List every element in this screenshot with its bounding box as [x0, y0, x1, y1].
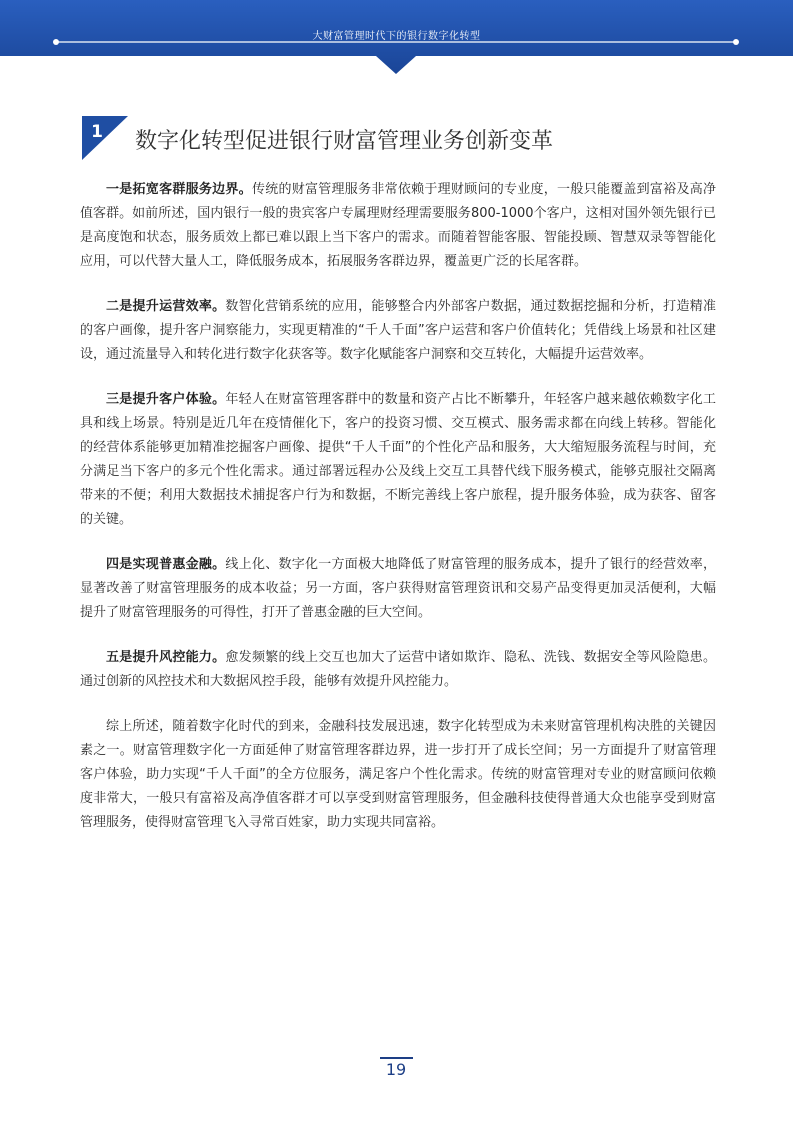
page-number-rule — [380, 1057, 413, 1059]
paragraph-2-text: 数智化营销系统的应用，能够整合内外部客户数据，通过数据挖掘和分析，打造精准的客户画像，提升客户洞察能力，实现更精准的“千人千面”客户运营和客户价值转化；凭借线上场景和社区建设，通过流量导入和转化进行数字化获客等。数字化赋能客户洞察和交互转化，大幅提升运营效率。 — [80, 299, 716, 362]
section-heading — [82, 116, 722, 160]
paragraph-3-lead: 三是提升客户体验。 — [106, 392, 226, 407]
paragraph-5-text: 愈发频繁的线上交互也加大了运营中诸如欺诈、隐私、洗钱、数据安全等风险隐患。通过创新的风控技术和大数据风控手段，能够有效提升风控能力。 — [80, 650, 716, 689]
paragraph-summary-text: 综上所述，随着数字化时代的到来，金融科技发展迅速，数字化转型成为未来财富管理机构决胜的关键因素之一。财富管理数字化一方面延伸了财富管理客群边界，进一步打开了成长空间；另一方面提升了财富管理客户体验，助力实现“千人千面”的全方位服务，满足客户个性化需求。传统的财富管理对专业的财富顾问依赖度非常大，一般只有富裕及高净值客群才可以享受到财富管理服务，但金融科技使得普通大众也能享受到财富管理服务，使得财富管理飞入寻常百姓家，助力实现共同富裕。 — [80, 719, 716, 830]
header-title: 大财富管理时代下的银行数字化转型 — [312, 31, 481, 42]
paragraph-4-text: 线上化、数字化一方面极大地降低了财富管理的服务成本，提升了银行的经营效率，显著改善了财富管理服务的成本收益；另一方面，客户获得财富管理资讯和交易产品变得更加灵活便利，大幅提升了财富管理服务的可得性，打开了普惠金融的巨大空间。 — [80, 557, 716, 620]
paragraph-2-lead: 二是提升运营效率。 — [106, 299, 226, 314]
paragraph-summary — [80, 715, 716, 835]
section-number: 1 — [91, 122, 103, 142]
body-text — [80, 178, 716, 856]
paragraph-4 — [80, 553, 716, 625]
paragraph-2 — [80, 295, 716, 367]
page-header — [0, 0, 793, 76]
section-title: 数字化转型促进银行财富管理业务创新变革 — [135, 129, 554, 154]
paragraph-3 — [80, 388, 716, 532]
paragraph-5 — [80, 646, 716, 694]
paragraph-3-text: 年轻人在财富管理客群中的数量和资产占比不断攀升，年轻客户越来越依赖数字化工具和线上场景。特别是近几年在疫情催化下，客户的投资习惯、交互模式、服务需求都在向线上转移。智能化的经营体系能够更加精准挖掘客户画像、提供“千人千面”的个性化产品和服务，大大缩短服务流程与时间，充分满足当下客户的多元个性化需求。通过部署远程办公及线上交互工具替代线下服务模式，能够克服社交隔离带来的不便；利用大数据技术捕捉客户行为和数据，不断完善线上客户旅程，提升服务体验，成为获客、留客的关键。 — [80, 392, 716, 527]
paragraph-1 — [80, 178, 716, 274]
page-number: 19 — [385, 1060, 407, 1079]
paragraph-5-lead: 五是提升风控能力。 — [106, 650, 226, 665]
paragraph-4-lead: 四是实现普惠金融。 — [106, 557, 226, 572]
paragraph-1-lead: 一是拓宽客群服务边界。 — [106, 182, 252, 197]
paragraph-1-text: 传统的财富管理服务非常依赖于理财顾问的专业度，一般只能覆盖到富裕及高净值客群。如前所述，国内银行一般的贵宾客户专属理财经理需要服务800-1000个客户，这相对国外领先银行已是高度饱和状态，服务质效上都已难以跟上当下客户的需求。而随着智能客服、智能投顾、智慧双录等智能化应用，可以代替大量人工，降低服务成本，拓展服务客群边界，覆盖更广泛的长尾客群。 — [80, 182, 716, 269]
